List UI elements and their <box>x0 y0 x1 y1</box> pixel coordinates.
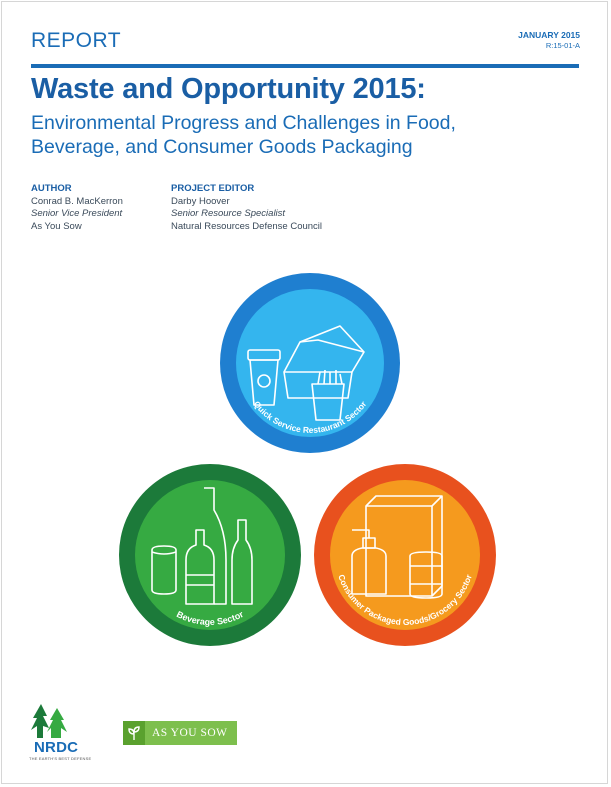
restaurant-fill <box>236 289 384 437</box>
report-subtitle: Environmental Progress and Challenges in Food, Beverage, and Consumer Goods Packaging <box>31 112 456 158</box>
restaurant-sector-label: Quick Service Restaurant Sector <box>251 399 369 436</box>
editor-org: Natural Resources Defense Council <box>171 220 323 232</box>
beverage-fill <box>135 480 285 630</box>
editor-name: Darby Hoover <box>171 195 230 207</box>
sprout-icon <box>123 721 145 745</box>
beverage-sector-label: Beverage Sector <box>175 609 246 628</box>
author-heading: AUTHOR <box>31 183 72 194</box>
grocery-sector-circle <box>314 464 496 646</box>
as-you-sow-logo <box>123 721 237 745</box>
restaurant-sector-circle <box>220 273 400 453</box>
author-name: Conrad B. MacKerron <box>31 195 123 207</box>
beverage-sector-circle <box>119 464 301 646</box>
report-date: JANUARY 2015 <box>518 30 580 40</box>
as-you-sow-text: AS YOU SOW <box>152 727 228 739</box>
nrdc-tagline: THE EARTH'S BEST DEFENSE <box>29 756 92 761</box>
report-title: Waste and Opportunity 2015: <box>31 73 426 105</box>
nrdc-logo-text: NRDC <box>34 739 79 756</box>
nrdc-tree-logo-icon <box>27 700 77 740</box>
editor-heading: PROJECT EDITOR <box>171 183 255 194</box>
report-label: REPORT <box>31 29 122 52</box>
report-code: R:15-01-A <box>545 41 580 50</box>
author-org: As You Sow <box>31 220 82 232</box>
author-role: Senior Vice President <box>31 208 123 219</box>
editor-role: Senior Resource Specialist <box>171 208 286 219</box>
grocery-sector-label: Consumer Packaged Goods/Grocery Sector <box>336 573 474 628</box>
